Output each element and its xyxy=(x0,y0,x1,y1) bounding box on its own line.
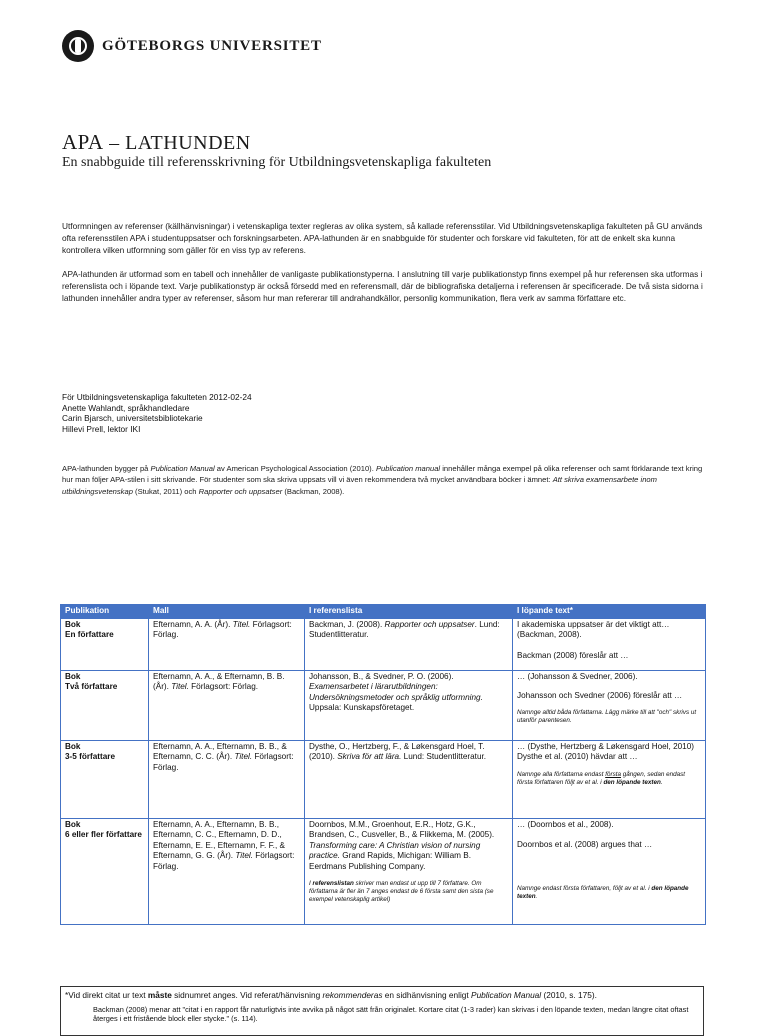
publication-cell: Bok En författare xyxy=(61,619,149,671)
intro-paragraph-2: APA-lathunden är utformad som en tabell och innehåller de vanligaste publikationstyperna. I anslutning till varje publikationstyp finns exempel på hur referensen ska utformas i referenslista och i löpande text. Varje publikationstyp är också försedd med en referensmall, där de bibliografiska detaljerna i referensen är specificerade. De två sista sidorna i lathunden innehåller andra typer av referenser, såsom hur man refererar till andrahandkällor, personlig kommunikation, flera verk av samma författare etc. xyxy=(62,269,703,303)
reference-list-cell: Johansson, B., & Svedner, P. O. (2006). Examensarbetet i lärarutbildningen: Undersökningsmetoder och språklig utformning. Uppsala: Kunskapsföretaget. xyxy=(305,671,513,741)
credit-line: För Utbildningsvetenskapliga fakulteten 2012-02-24 xyxy=(62,392,252,402)
credit-line: Anette Wahlandt, språkhandledare xyxy=(62,402,190,413)
template-cell: Efternamn, A. A., & Efternamn, B. B. (År). Titel. Förlagsort: Förlag. xyxy=(149,671,305,741)
intro-paragraph-1: Utformningen av referenser (källhänvisningar) i vetenskapliga texter regleras av olika system, så kallade referensstilar. Vid Utbildningsvetenskapliga fakulteten på GU används ofta referensstilen APA i studentuppsatser och forskningsarbeten. APA-lathunden är en snabbguide för studenter och forskare vid fakulteten, för att de enkelt ska kunna kontrollera vilken utformning som gäller för en viss typ av referens. xyxy=(62,221,703,255)
reference-list-cell: Backman, J. (2008). Rapporter och uppsatser. Lund: Studentlitteratur. xyxy=(305,619,513,671)
table-row xyxy=(61,619,706,671)
column-header: Mall xyxy=(149,605,305,619)
reference-table xyxy=(60,604,706,925)
column-header: I referenslista xyxy=(305,605,513,619)
footnote-box xyxy=(60,986,704,1036)
publication-cell: Bok Två författare xyxy=(61,671,149,741)
column-header: Publikation xyxy=(61,605,149,619)
university-logo xyxy=(62,30,322,62)
reference-list-cell: Dysthe, O., Hertzberg, F., & Løkensgard Hoel, T. (2010). Skriva för att lära. Lund: Studentlitteratur. xyxy=(305,741,513,819)
template-cell: Efternamn, A. A., Efternamn, B. B., Efternamn, C. C., Efternamn, D. D., Efternamn, E. E., Efternamn, F. F., & Efternamn, G. G. (År). Titel. Förlagsort: Förlag. xyxy=(149,819,305,925)
table-note: Namnge alltid båda författarna. Lägg märke till att "och" skrivs ut utanför parentesen. xyxy=(517,708,697,724)
basis-paragraph: APA-lathunden bygger på Publication Manual av American Psychological Association (2010). Publication manual innehåller många exempel på olika referenser och samt förklarande text kring hur man följer APA-stilen i sitt skrivande. För studenter som ska skriva uppsats vill vi även rekommendera två mycket användbara böcker i ämnet: Att skriva examensarbete inom utbildningsvetenskap (Stukat, 2011) och Rapporter och uppsatser (Backman, 2008). xyxy=(62,464,703,496)
page-title: APA – LATHUNDEN xyxy=(62,130,251,154)
table-note: I referenslistan skriver man endast ut upp till 7 författare. Om författarna är fler än 7 anges endast de 6 första samt den sista (se exempel vetenskaplig artikel) xyxy=(309,880,494,904)
running-text-cell: … (Johansson & Svedner, 2006). Johansson och Svedner (2006) föreslår att … Namnge alltid båda författarna. Lägg märke till att "och" skrivs ut utanför parentesen. xyxy=(513,671,706,741)
table-row xyxy=(61,741,706,819)
column-header: I löpande text* xyxy=(513,605,706,619)
template-cell: Efternamn, A. A., Efternamn, B. B., & Efternamn, C. C. (År). Titel. Förlagsort: Förlag. xyxy=(149,741,305,819)
template-cell: Efternamn, A. A. (År). Titel. Förlagsort: Förlag. xyxy=(149,619,305,671)
table-row xyxy=(61,819,706,925)
credit-line: Carin Bjarsch, universitetsbibliotekarie xyxy=(62,413,203,423)
table-header-row xyxy=(61,605,706,619)
table-note: Namnge alla författarna endast första gången, sedan endast första författaren följt av et al. i den löpande texten. xyxy=(517,770,686,786)
footnote-text: *Vid direkt citat ur text måste sidnumret anges. Vid referat/hänvisning rekommenderas en sidhänvisning enligt Publication Manual (2010, s. 175). xyxy=(65,990,597,1000)
running-text-cell: … (Doornbos et al., 2008). Doornbos et al. (2008) argues that … Namnge endast första författaren, följt av et al. i den löpande texten. xyxy=(513,819,706,925)
credits-block xyxy=(62,392,252,434)
table-note: Namnge endast första författaren, följt av et al. i den löpande texten. xyxy=(517,884,689,900)
running-text-cell: I akademiska uppsatser är det viktigt att… (Backman, 2008). Backman (2008) föreslår att … xyxy=(513,619,706,671)
page-subtitle: En snabbguide till referensskrivning för Utbildningsvetenskapliga fakulteten xyxy=(62,155,492,170)
reference-list-cell: Doornbos, M.M., Groenhout, E.R., Hotz, G.K., Brandsen, C., Cusveller, B., & Flikkema, M. (2005). Transforming care: A Christian vision of nursing practice. Grand Rapids, Michigan: William B. Eerdmans Publishing Company. I referenslistan skriver man endast ut upp till 7 författare. Om författarna är fler än 7 anges endast de 6 första samt den sista (se exempel vetenskaplig artikel) xyxy=(305,819,513,925)
publication-cell: Bok 6 eller fler författare xyxy=(61,819,149,925)
running-text-cell: … (Dysthe, Hertzberg & Løkensgard Hoel, 2010) Dysthe et al. (2010) hävdar att … Namnge alla författarna endast första gången, sedan endast första författaren följt av et al. i den löpande texten. xyxy=(513,741,706,819)
university-seal-icon xyxy=(62,30,94,62)
publication-cell: Bok 3-5 författare xyxy=(61,741,149,819)
footnote-quote: Backman (2008) menar att "citat i en rapport får naturligtvis inte avvika på något sätt från originalet. Kortare citat (1-3 rader) kan skrivas i den löpande texten, medan längre citat oftast återges i ett fristående block eller stycke." (s. 114). xyxy=(93,1005,689,1023)
table-row xyxy=(61,671,706,741)
credit-line: Hillevi Prell, lektor IKI xyxy=(62,423,141,434)
university-name: GÖTEBORGS UNIVERSITET xyxy=(102,37,322,54)
